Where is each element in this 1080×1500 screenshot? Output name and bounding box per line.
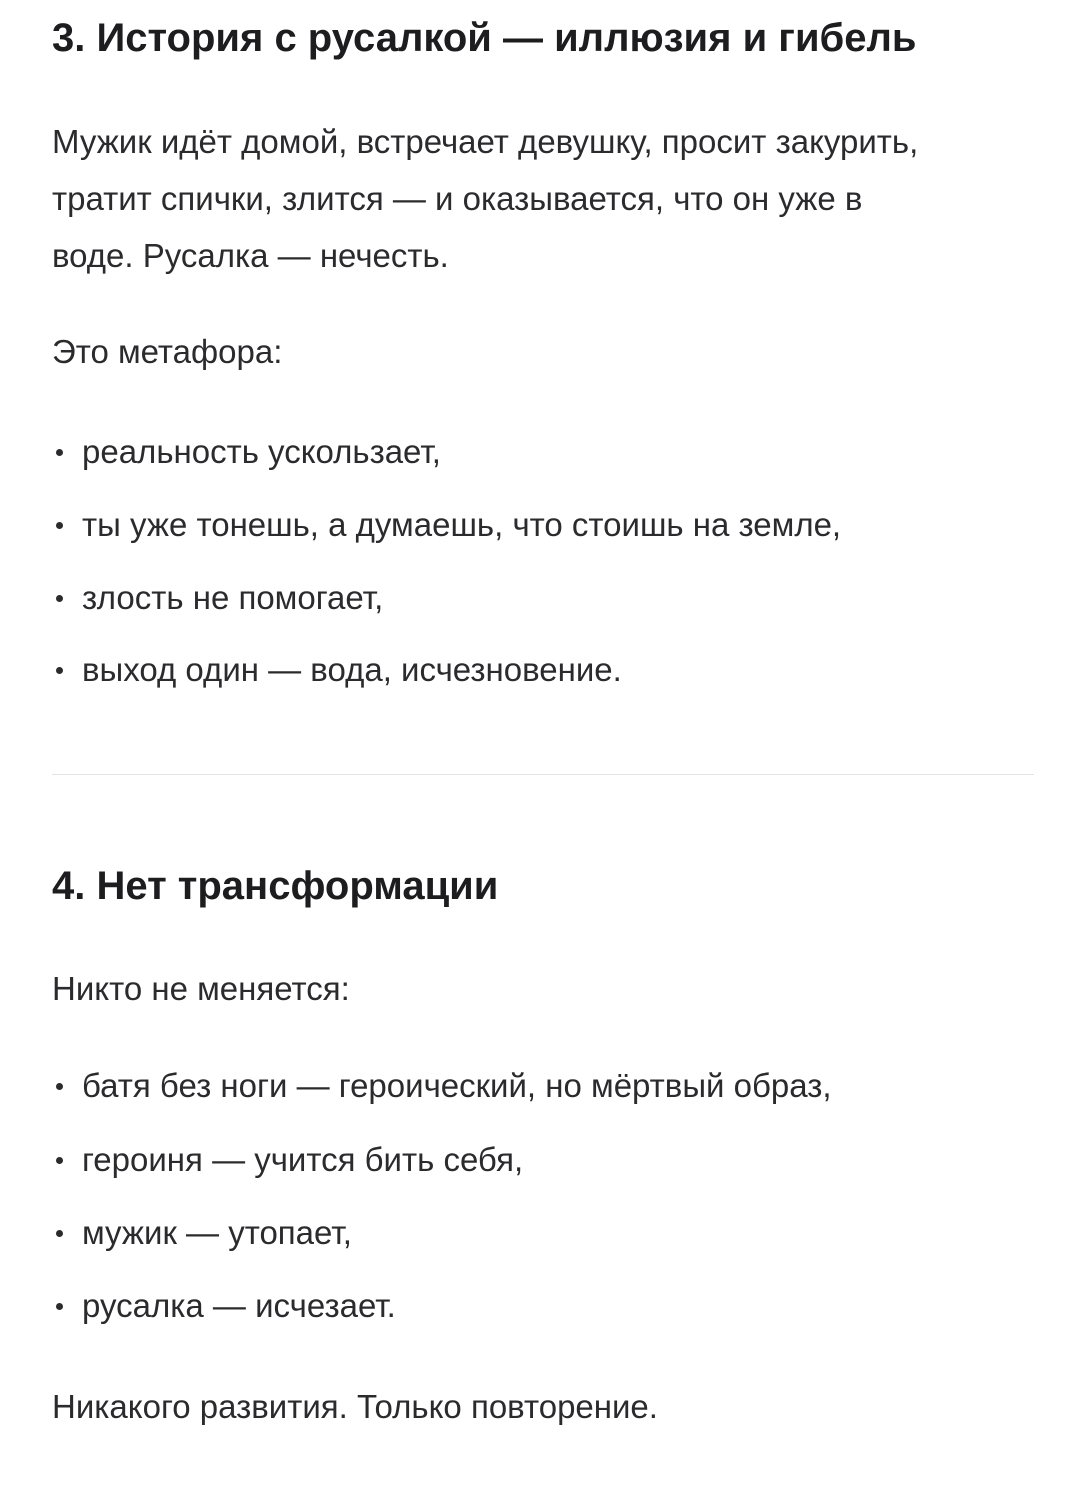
section-3-heading: 3. История с русалкой — иллюзия и гибель: [52, 16, 917, 60]
paragraph-line: воде. Русалка — нечесть.: [52, 237, 449, 274]
section-4-bullet-list: [52, 1213, 1042, 1253]
bullet-icon: [56, 1230, 63, 1237]
list-item-text: героиня — учится бить себя,: [82, 1141, 524, 1178]
list-item-text: ты уже тонешь, а думаешь, что стоишь на земле,: [82, 506, 842, 543]
section-4-closing: Никакого развития. Только повторение.: [52, 1388, 658, 1425]
section-4-heading: 4. Нет трансформации: [52, 864, 499, 908]
list-item: [52, 505, 1042, 545]
section-4-intro: Никто не меняется:: [52, 970, 350, 1007]
section-3-bullet-list: [52, 505, 1042, 545]
section-3-bullet-list: [52, 432, 1042, 472]
list-item: [52, 1140, 1042, 1180]
section-4-bullet-list: [52, 1286, 1042, 1326]
list-item-text: реальность ускользает,: [82, 433, 441, 470]
section-3-bullet-list: [52, 650, 1042, 690]
list-item-text: батя без ноги — героический, но мёртвый образ,: [82, 1067, 832, 1104]
section-3-intro: Это метафора:: [52, 333, 283, 370]
section-4-bullet-list: [52, 1140, 1042, 1180]
section-3-bullet-list: [52, 578, 1042, 618]
section-4-bullet-list: [52, 1066, 1042, 1106]
bullet-icon: [56, 449, 63, 456]
list-item-text: злость не помогает,: [82, 579, 384, 616]
list-item: [52, 1213, 1042, 1253]
list-item: [52, 650, 1042, 690]
bullet-icon: [56, 1083, 63, 1090]
list-item: [52, 432, 1042, 472]
bullet-icon: [56, 1157, 63, 1164]
section-3-paragraph: [52, 113, 918, 284]
list-item-text: русалка — исчезает.: [82, 1287, 396, 1324]
bullet-icon: [56, 1303, 63, 1310]
list-item: [52, 1286, 1042, 1326]
bullet-icon: [56, 667, 63, 674]
paragraph-line: тратит спички, злится — и оказывается, что он уже в: [52, 180, 863, 217]
list-item-text: выход один — вода, исчезновение.: [82, 651, 622, 688]
bullet-icon: [56, 522, 63, 529]
list-item: [52, 1066, 1042, 1106]
bullet-icon: [56, 595, 63, 602]
list-item-text: мужик — утопает,: [82, 1214, 352, 1251]
section-divider: [52, 774, 1034, 775]
paragraph-line: Мужик идёт домой, встречает девушку, просит закурить,: [52, 123, 919, 160]
list-item: [52, 578, 1042, 618]
